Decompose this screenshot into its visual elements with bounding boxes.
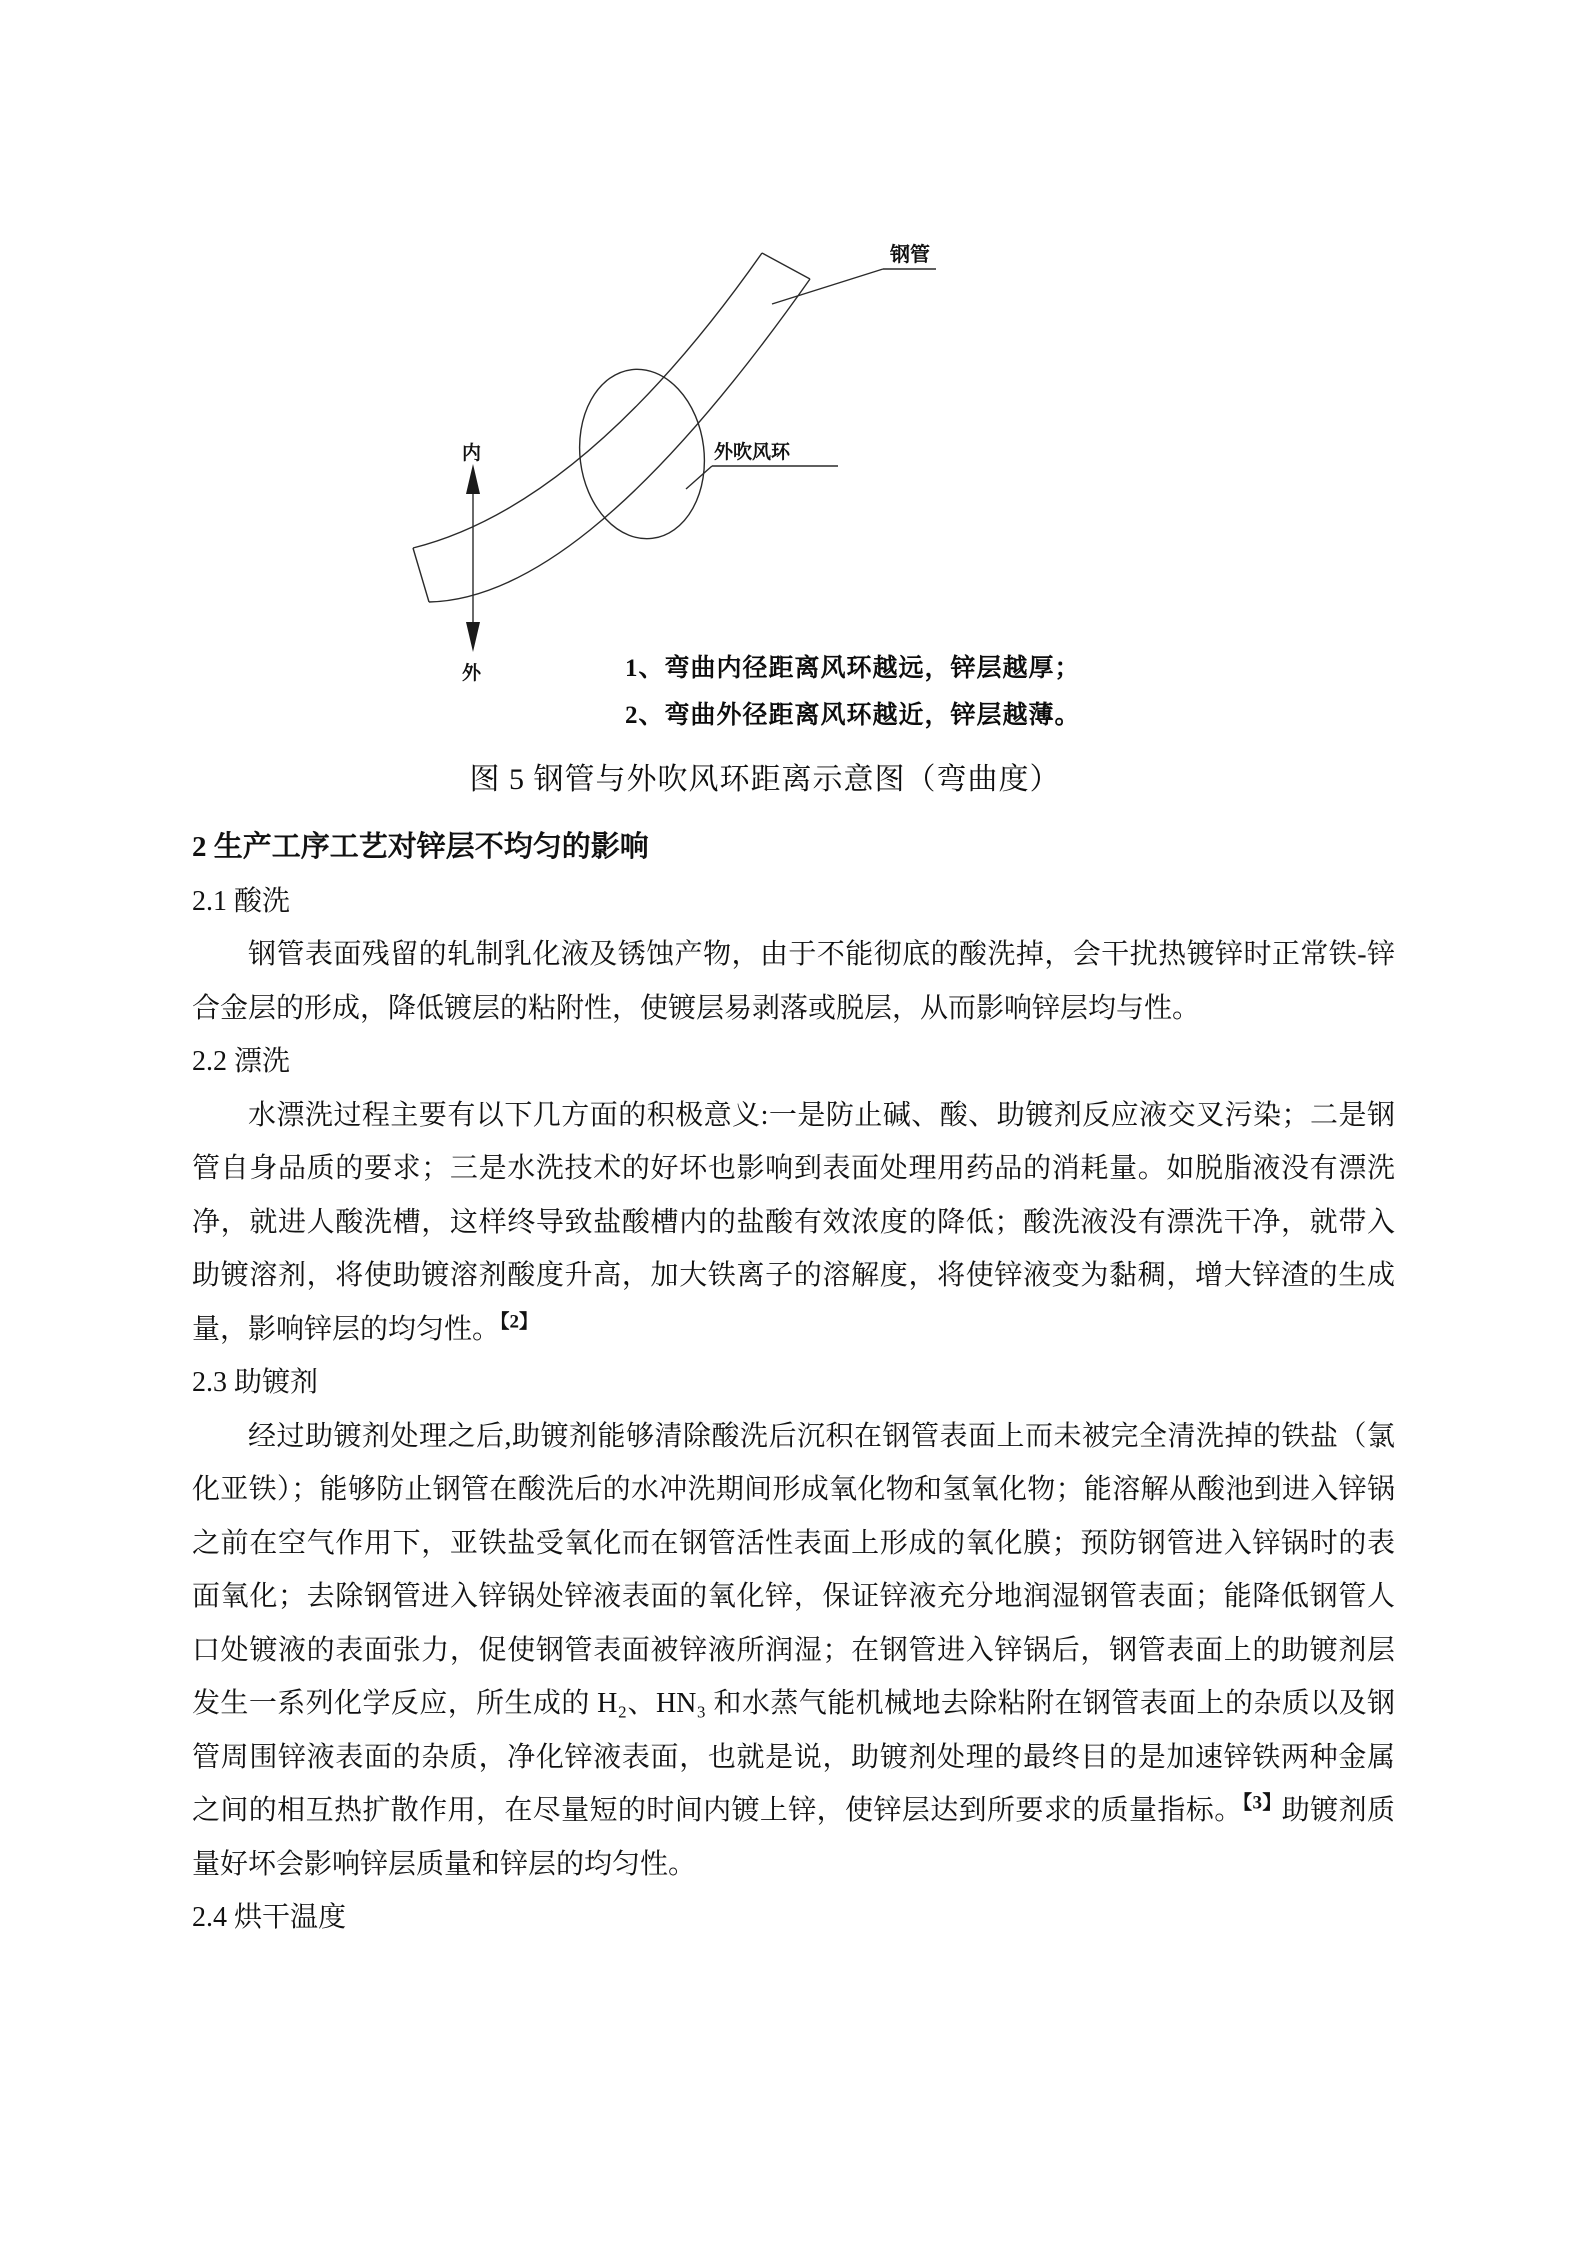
document-body	[192, 821, 1395, 1945]
figure-diagram	[0, 0, 1587, 810]
pipe-end-cap-right	[762, 253, 810, 279]
citation-ref-3: 【3】	[1242, 1792, 1282, 1814]
pipe-label-leader	[772, 269, 883, 304]
citation-ref-2: 【2】	[500, 1311, 539, 1333]
air-ring-ellipse	[570, 362, 714, 546]
paragraph-2-3-text-2: 助镀剂质量好坏会影响锌层质量和锌层的均匀性。	[192, 1795, 1395, 1880]
subsection-title-2-1: 2.1 酸洗	[192, 885, 291, 917]
paragraph-2-3	[192, 1410, 1395, 1892]
subsection-title-2-4: 2.4 烘干温度	[192, 1902, 347, 1933]
paragraph-2-2-text: 水漂洗过程主要有以下几方面的积极意义:一是防止碱、酸、助镀剂反应液交叉污染；二是钢管自身品质的要求；三是水洗技术的好坏也影响到表面处理用药品的消耗量。如脱脂液没有漂洗净，就进人酸洗槽，这样终导致盐酸槽内的盐酸有效浓度的降低；酸洗液没有漂洗干净，就带入助镀溶剂，将使助镀溶剂酸度升高，加大铁离子的溶解度，将使锌液变为黏稠，增大锌渣的生成量，影响锌层的均匀性。	[192, 1099, 1395, 1345]
subsection-title-2-3: 2.3 助镀剂	[192, 1367, 319, 1398]
subsection-title-2-2: 2.2 漂洗	[192, 1046, 291, 1077]
paragraph-2-2	[192, 1089, 1395, 1357]
pipe-label: 钢管	[890, 244, 930, 266]
paragraph-2-1-text: 钢管表面残留的轧制乳化液及锈蚀产物，由于不能彻底的酸洗掉，会干扰热镀锌时正常铁-锌合金层的形成，降低镀层的粘附性，使镀层易剥落或脱层，从而影响锌层均与性。	[192, 939, 1395, 1024]
down-arrowhead	[466, 622, 480, 652]
paragraph-2-3-text-1: 经过助镀剂处理之后,助镀剂能够清除酸洗后沉积在钢管表面上而未被完全清洗掉的铁盐（氯化亚铁）；能够防止钢管在酸洗后的水冲洗期间形成氧化物和氢氧化物；能溶解从酸池到进入锌锅之前在空气作用下，亚铁盐受氧化而在钢管活性表面上形成的氧化膜；预防钢管进入锌锅时的表面氧化；去除钢管进入锌锅处锌液表面的氧化锌，保证锌液充分地润湿钢管表面；能降低钢管人口处镀液的表面张力，促使钢管表面被锌液所润湿；在钢管进入锌锅后，钢管表面上的助镀剂层发生一系列化学反应，所生成的 H₂、HN₃ 和水蒸气能机械地去除粘附在钢管表面上的杂质以及钢管周围锌液表面的杂质，净化锌液表面，也就是说，助镀剂处理的最终目的是加速锌铁两种金属之间的相互热扩散作用，在尽量短的时间内镀上锌，使锌层达到所要求的质量指标。	[192, 1420, 1395, 1826]
up-arrowhead	[466, 464, 480, 494]
pipe-upper-edge	[413, 253, 762, 548]
pipe-lower-edge	[429, 279, 810, 602]
paragraph-2-1	[192, 928, 1395, 1035]
section-heading: 2 生产工序工艺对锌层不均匀的影响	[192, 831, 649, 863]
inner-side-label: 内	[462, 443, 482, 464]
figure-note-2: 2、弯曲外径距离风环越近，锌层越薄。	[625, 702, 1081, 729]
figure-note-1: 1、弯曲内径距离风环越远，锌层越厚；	[625, 655, 1081, 682]
ring-label: 外吹风环	[714, 442, 791, 463]
ring-label-leader	[686, 466, 712, 489]
pipe-end-cap-left	[413, 548, 429, 602]
outer-side-label: 外	[462, 663, 482, 684]
figure-caption: 图 5 钢管与外吹风环距离示意图（弯曲度）	[469, 763, 1061, 796]
